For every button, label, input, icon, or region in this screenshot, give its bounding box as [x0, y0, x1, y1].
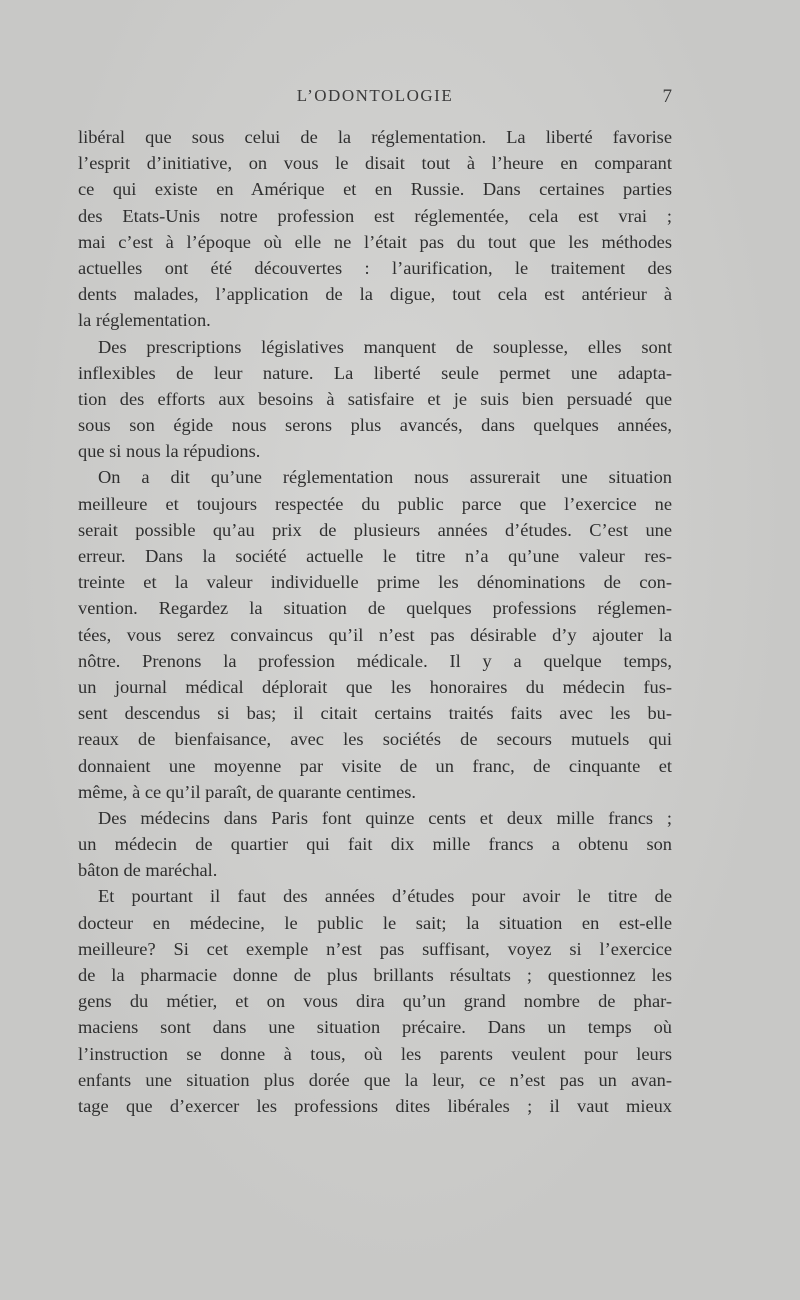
text-line: reaux de bienfaisance, avec les sociétés de secours mutuels qui	[78, 729, 672, 750]
text-line: libéral que sous celui de la réglementation. La liberté favorise	[78, 127, 672, 147]
text-line: Et pourtant il faut des années d’études pour avoir le titre de	[98, 886, 672, 907]
text-line: un journal médical déplorait que les honoraires du médecin fus-	[78, 676, 672, 697]
text-line: mai c’est à l’époque où elle ne l’était pas du tout que les méthodes	[78, 231, 672, 252]
page-number: 7	[662, 86, 672, 107]
text-line: erreur. Dans la société actuelle le titre n’a qu’une valeur res-	[78, 546, 672, 566]
text-line: maciens sont dans une situation précaire. Dans un temps où	[78, 1017, 672, 1038]
text-line: tion des efforts aux besoins à satisfaire et je suis bien persuadé que	[78, 388, 672, 409]
text-line: serait possible qu’au prix de plusieurs années d’études. C’est une	[78, 519, 672, 540]
text-line: nôtre. Prenons la profession médicale. Il y a quelque temps,	[78, 650, 672, 671]
text-line: sous son égide nous serons plus avancés, dans quelques années,	[78, 415, 672, 436]
text-line: inflexibles de leur nature. La liberté seule permet une adapta-	[78, 362, 672, 383]
text-line: l’esprit d’initiative, on vous le disait tout à l’heure en comparant	[78, 153, 672, 174]
text-line: bâton de maréchal.	[78, 860, 218, 881]
text-line: des Etats-Unis notre profession est réglementée, cela est vrai ;	[78, 205, 672, 226]
text-line: meilleure? Si cet exemple n’est pas suffisant, voyez si l’exercice	[78, 938, 672, 959]
text-line: Des prescriptions législatives manquent de souplesse, elles sont	[98, 336, 672, 357]
text-line: actuelles ont été découvertes : l’aurification, le traitement des	[78, 257, 672, 278]
text-line: treinte et la valeur individuelle prime les dénominations de con-	[78, 572, 672, 593]
text-line: docteur en médecine, le public le sait; la situation en est-elle	[78, 912, 672, 933]
text-line: meilleure et toujours respectée du public parce que l’exercice ne	[78, 493, 672, 514]
text-line: la réglementation.	[78, 310, 211, 331]
body-text	[78, 124, 672, 1119]
text-line: dents malades, l’application de la digue, tout cela est antérieur à	[78, 284, 672, 305]
text-line: enfants une situation plus dorée que la leur, ce n’est pas un avan-	[78, 1069, 672, 1090]
text-line: Des médecins dans Paris font quinze cents et deux mille francs ;	[98, 807, 672, 828]
text-line: l’instruction se donne à tous, où les parents veulent pour leurs	[78, 1043, 672, 1064]
running-head	[78, 86, 672, 112]
text-line: même, à ce qu’il paraît, de quarante centimes.	[78, 781, 417, 802]
text-line: vention. Regardez la situation de quelques professions réglemen-	[78, 598, 672, 619]
text-line: sent descendus si bas; il citait certains traités faits avec les bu-	[78, 703, 672, 724]
text-line: un médecin de quartier qui fait dix mille francs a obtenu son	[78, 834, 672, 855]
text-line: tées, vous serez convaincus qu’il n’est pas désirable d’y ajouter la	[78, 624, 672, 645]
text-line: On a dit qu’une réglementation nous assurerait une situation	[98, 467, 672, 488]
text-line: donnaient une moyenne par visite de un franc, de cinquante et	[78, 755, 672, 776]
text-line: tage que d’exercer les professions dites libérales ; il vaut mieux	[78, 1095, 672, 1116]
text-line: que si nous la répudions.	[78, 441, 261, 462]
text-line: gens du métier, et on vous dira qu’un grand nombre de phar-	[78, 991, 672, 1012]
text-line: de la pharmacie donne de plus brillants résultats ; questionnez les	[78, 965, 672, 985]
running-title: L’ODONTOLOGIE	[296, 86, 454, 105]
text-line: ce qui existe en Amérique et en Russie. Dans certaines parties	[78, 179, 672, 200]
